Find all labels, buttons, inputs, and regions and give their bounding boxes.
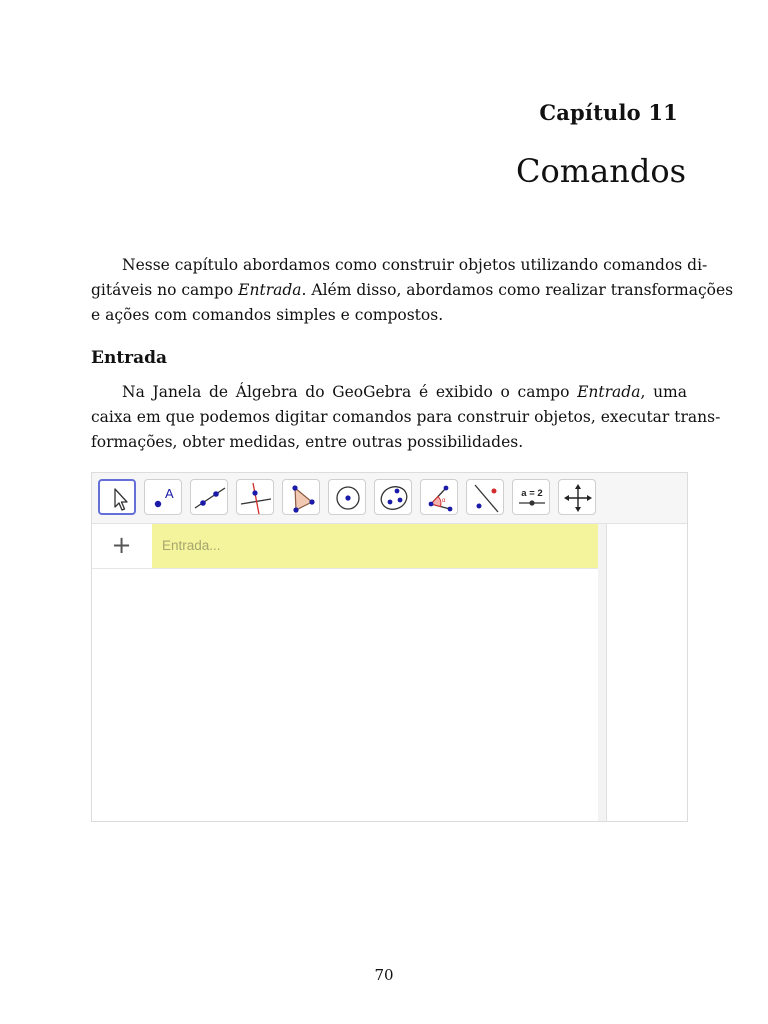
reflect-tool-button[interactable] — [466, 479, 504, 515]
svg-text:α: α — [442, 498, 446, 504]
intro-line-2 — [91, 278, 734, 303]
polygon-tool-icon — [283, 480, 321, 516]
section-title: Entrada — [91, 348, 168, 368]
intro-line-3: e ações com comandos simples e compostos. — [91, 306, 444, 324]
point-tool-icon — [145, 480, 183, 516]
add-input-button[interactable]: + — [111, 531, 132, 559]
move-graphics-tool-button[interactable] — [558, 479, 596, 515]
perpendicular-line-tool-icon — [237, 480, 275, 516]
svg-text:A: A — [165, 486, 174, 501]
intro-line-2-pre: gitáveis no campo — [91, 281, 239, 299]
input-field[interactable]: Entrada... — [152, 524, 598, 568]
angle-tool-button[interactable] — [420, 479, 458, 515]
chapter-label: Capítulo 11 — [539, 100, 678, 125]
intro-line-2-rest: . Além disso, abordamos como realizar transformações — [301, 281, 734, 299]
section-line-2: caixa em que podemos digitar comandos para construir objetos, executar trans- — [91, 408, 721, 426]
intro-line-1: Nesse capítulo abordamos como construir objetos utilizando comandos di- — [122, 256, 708, 274]
section-line-1-pre: Na Janela de Álgebra do GeoGebra é exibido o campo — [122, 383, 578, 401]
reflect-tool-icon — [467, 480, 505, 516]
intro-paragraph — [91, 253, 734, 328]
polygon-tool-button[interactable] — [282, 479, 320, 515]
line-tool-icon — [191, 480, 229, 516]
section-line-3: formações, obter medidas, entre outras possibilidades. — [91, 433, 524, 451]
circle-tool-button[interactable] — [328, 479, 366, 515]
line-tool-button[interactable] — [190, 479, 228, 515]
section-line-1-em: Entrada — [577, 383, 641, 401]
conic-tool-icon — [375, 480, 413, 516]
algebra-scrollbar[interactable] — [598, 524, 607, 821]
slider-tool-button[interactable] — [512, 479, 550, 515]
intro-line-2-em: Entrada — [238, 281, 302, 299]
page-number: 70 — [374, 966, 394, 984]
perpendicular-tool-button[interactable] — [236, 479, 274, 515]
conic-tool-button[interactable] — [374, 479, 412, 515]
slider-tool-icon — [513, 480, 551, 516]
angle-tool-icon — [421, 480, 459, 516]
geogebra-window — [91, 472, 688, 822]
section-line-1-post: , uma — [640, 383, 687, 401]
point-tool-button[interactable] — [144, 479, 182, 515]
geogebra-toolbar — [92, 473, 687, 524]
move-tool-button[interactable] — [98, 479, 136, 515]
move-graphics-view-tool-icon — [559, 480, 597, 516]
circle-tool-icon — [329, 480, 367, 516]
slider-label: a = 2 — [521, 488, 543, 499]
algebra-view — [92, 524, 599, 821]
input-row — [92, 524, 598, 569]
move-tool-icon — [100, 481, 138, 517]
section-line-1 — [91, 380, 687, 405]
section-paragraph — [91, 380, 721, 455]
chapter-title: Comandos — [516, 152, 686, 190]
